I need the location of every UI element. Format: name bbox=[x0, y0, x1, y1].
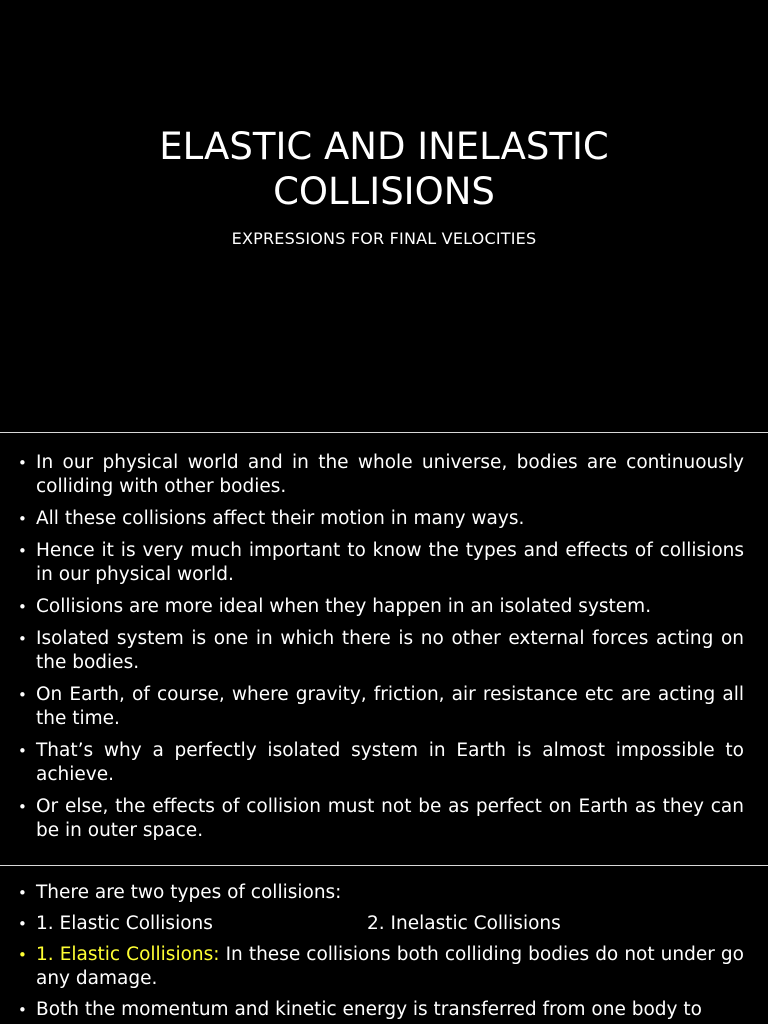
intro-slide bbox=[0, 433, 768, 865]
bullet-icon: • bbox=[18, 1001, 27, 1019]
bullet-icon: • bbox=[18, 630, 27, 648]
bullet-icon: • bbox=[18, 542, 27, 560]
bullet-icon: • bbox=[18, 742, 27, 760]
bullet-item: • Isolated system is one in which there is no other external forces acting on the bodies. bbox=[18, 628, 744, 673]
bullet-item: • That’s why a perfectly isolated system in Earth is almost impossible to achieve. bbox=[18, 740, 744, 785]
bullet-icon: • bbox=[18, 915, 27, 933]
slide-title-line-1: ELASTIC AND INELASTIC bbox=[159, 125, 609, 168]
collision-types-row bbox=[36, 912, 744, 936]
types-slide bbox=[0, 866, 768, 1024]
bullet-icon: • bbox=[18, 884, 27, 902]
bullet-item: • In our physical world and in the whole universe, bodies are continuously colliding with other bodies. bbox=[18, 452, 744, 497]
slide-title bbox=[0, 124, 768, 214]
slide-subtitle: EXPRESSIONS FOR FINAL VELOCITIES bbox=[231, 229, 537, 248]
elastic-description: In these collisions both colliding bodies do not under go any damage. bbox=[36, 944, 744, 989]
bullet-icon: • bbox=[18, 598, 27, 616]
bullet-list bbox=[18, 451, 744, 851]
bullet-item bbox=[18, 912, 744, 936]
bullet-item: • Both the momentum and kinetic energy is transferred from one body to bbox=[18, 999, 702, 1020]
title-slide bbox=[0, 0, 768, 432]
elastic-label: 1. Elastic Collisions: bbox=[36, 944, 220, 965]
bullet-icon: • bbox=[18, 454, 27, 472]
bullet-icon: • bbox=[18, 510, 27, 528]
bullet-icon: • bbox=[18, 686, 27, 704]
bullet-icon: • bbox=[18, 946, 27, 964]
type-elastic: 1. Elastic Collisions bbox=[36, 913, 213, 934]
bullet-list bbox=[18, 881, 744, 1024]
slide-title-line-2: COLLISIONS bbox=[273, 170, 495, 213]
bullet-item: • All these collisions affect their motion in many ways. bbox=[18, 508, 525, 529]
bullet-item: • Hence it is very much important to know the types and effects of collisions in our physical world. bbox=[18, 540, 744, 585]
bullet-item: • Or else, the effects of collision must not be as perfect on Earth as they can be in outer space. bbox=[18, 796, 744, 841]
bullet-item: • On Earth, of course, where gravity, friction, air resistance etc are acting all the time. bbox=[18, 684, 744, 729]
bullet-item: • There are two types of collisions: bbox=[18, 882, 342, 903]
bullet-icon: • bbox=[18, 798, 27, 816]
bullet-item bbox=[18, 943, 744, 991]
bullet-item: • Collisions are more ideal when they happen in an isolated system. bbox=[18, 596, 652, 617]
type-inelastic: 2. Inelastic Collisions bbox=[367, 913, 561, 934]
